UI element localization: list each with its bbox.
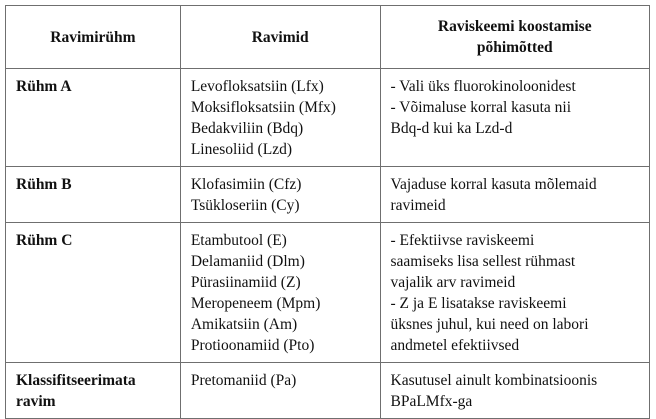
rule-line: üksnes juhul, kui need on labori — [390, 316, 589, 333]
drug-item: Pretomaniid (Pa) — [190, 372, 297, 389]
drug-item: Levofloksatsiin (Lfx) — [190, 78, 324, 95]
group-cell — [6, 167, 181, 223]
header-group — [6, 6, 181, 69]
drug-item: Protioonamiid (Pto) — [190, 337, 315, 354]
rule-line: saamiseks lisa sellest rühmast — [390, 253, 576, 270]
rule-line: - Z ja E lisatakse raviskeemi — [390, 295, 567, 312]
drug-item: Amikatsiin (Am) — [190, 316, 298, 333]
drugs-cell — [180, 69, 380, 167]
table-row — [6, 167, 650, 223]
drugs-cell — [180, 223, 380, 363]
rule-line: BPaLMfx-ga — [390, 393, 473, 410]
drug-item: Meropeneem (Mpm) — [190, 295, 321, 312]
header-drug — [180, 6, 380, 69]
table-container — [5, 5, 650, 419]
header-group-label: Ravimirühm — [50, 28, 136, 46]
header-drug-label: Ravimid — [251, 28, 309, 46]
table-row — [6, 363, 650, 419]
header-rules-label-line1: Raviskeemi koostamise — [437, 18, 592, 35]
group-cell — [6, 223, 181, 363]
rule-line: - Võimaluse korral kasuta nii — [390, 99, 572, 116]
group-label: Rühm B — [16, 176, 72, 193]
table-header-row — [6, 6, 650, 69]
drug-groups-table — [5, 5, 650, 419]
rule-line: - Efektiivse raviskeemi — [390, 232, 535, 249]
drug-item: Pürasiinamiid (Z) — [190, 274, 301, 291]
rules-cell — [380, 69, 650, 167]
header-rules — [380, 6, 650, 69]
group-cell — [6, 69, 181, 167]
drugs-cell — [180, 167, 380, 223]
rules-cell — [380, 167, 650, 223]
group-label: Rühm A — [16, 78, 72, 95]
drugs-cell — [180, 363, 380, 419]
drug-item: Etambutool (E) — [190, 232, 287, 249]
table-row — [6, 69, 650, 167]
drug-item: Bedakviliin (Bdq) — [190, 120, 304, 137]
group-cell — [6, 363, 181, 419]
rule-line: vajalik arv ravimeid — [390, 274, 516, 291]
drug-item: Linesoliid (Lzd) — [190, 141, 292, 158]
rules-cell — [380, 363, 650, 419]
rule-line: Kasutusel ainult kombinatsioonis — [390, 372, 598, 389]
drug-item: Klofasimiin (Cfz) — [190, 176, 302, 193]
header-rules-label-line2: põhimõtted — [476, 39, 553, 56]
drug-item: Moksifloksatsiin (Mfx) — [190, 99, 336, 116]
rule-line: Bdq-d kui ka Lzd-d — [390, 120, 513, 137]
drug-item: Tsükloseriin (Cy) — [190, 197, 300, 214]
group-label: Rühm C — [16, 232, 73, 249]
group-label-line2: ravim — [16, 393, 56, 410]
rule-line: andmetel efektiivsed — [390, 337, 520, 354]
rule-line: - Vali üks fluorokinoloonidest — [390, 78, 576, 95]
rules-cell — [380, 223, 650, 363]
rule-line: ravimeid — [390, 197, 446, 214]
table-row — [6, 223, 650, 363]
rule-line: Vajaduse korral kasuta mõlemaid — [390, 176, 597, 193]
drug-item: Delamaniid (Dlm) — [190, 253, 305, 270]
group-label-line1: Klassifitseerimata — [16, 372, 136, 389]
